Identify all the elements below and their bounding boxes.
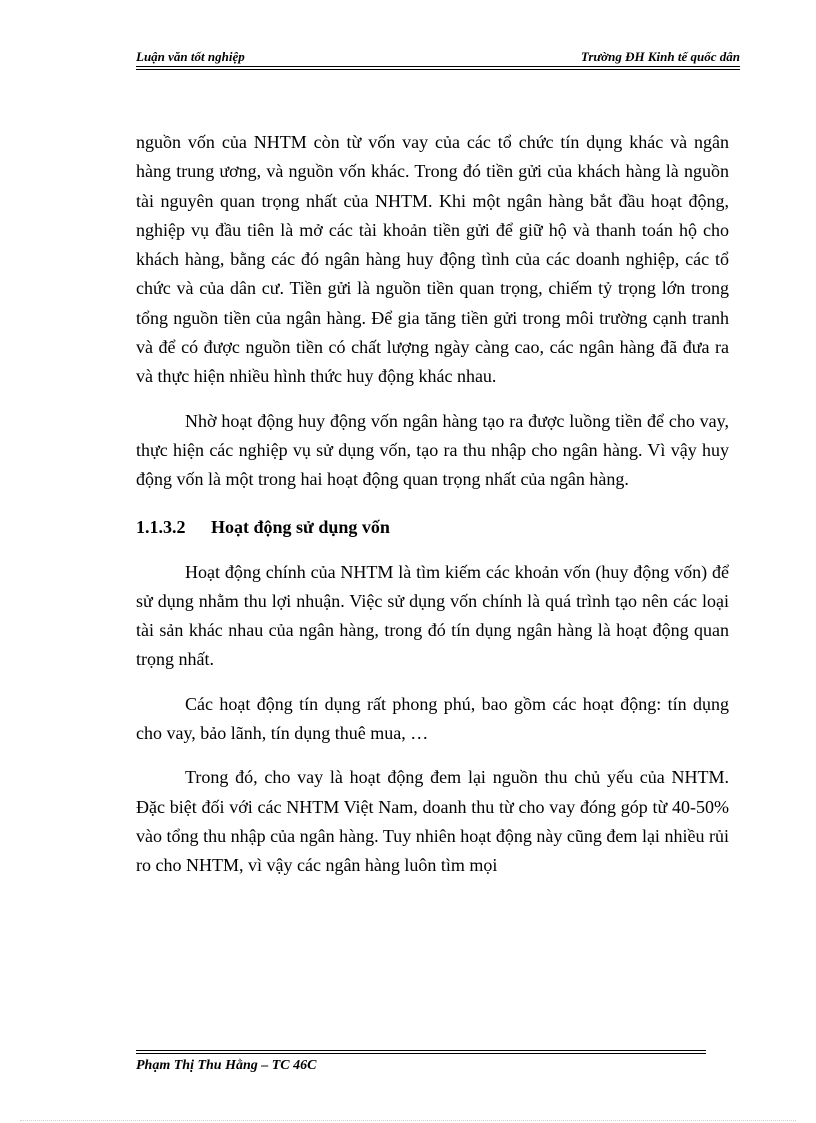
footer-divider (136, 1050, 706, 1054)
header-university-label: Trường ĐH Kinh tế quốc dân (580, 49, 740, 64)
page-bottom-dotted-line (20, 1120, 796, 1121)
header-thesis-label: Luận văn tốt nghiệp (136, 49, 245, 64)
paragraph-4: Các hoạt động tín dụng rất phong phú, bao gồm các hoạt động: tín dụng cho vay, bảo lãnh, tín dụng thuê mua, … (136, 693, 729, 744)
section-title: Hoạt động sử dụng vốn (211, 516, 390, 537)
section-number: 1.1.3.2 (136, 516, 186, 537)
page-header (136, 46, 740, 66)
paragraph-5: Trong đó, cho vay là hoạt động đem lại nguồn thu chủ yếu của NHTM. Đặc biệt đối với các NHTM Việt Nam, doanh thu từ cho vay đóng góp từ 40-50% vào tổng thu nhập của ngân hàng. Tuy nhiên hoạt động này cũng đem lại nhiều rủi ro cho NHTM, vì vậy các ngân hàng luôn tìm mọi (136, 767, 729, 876)
header-divider (136, 66, 740, 70)
paragraph-1: nguồn vốn của NHTM còn từ vốn vay của các tổ chức tín dụng khác và ngân hàng trung ương, và nguồn vốn khác. Trong đó tiền gửi của khách hàng là nguồn tài nguyên quan trọng nhất của NHTM. Khi một ngân hàng bắt đầu hoạt động, nghiệp vụ đầu tiên là mở các tài khoản tiền gửi để giữ hộ và thanh toán hộ cho khách hàng, bằng các đó ngân hàng huy động tình của các doanh nghiệp, các tổ chức và của dân cư. Tiền gửi là nguồn tiền quan trọng, chiếm tỷ trọng lớn trong tổng nguồn tiền của ngân hàng. Để gia tăng tiền gửi trong môi trường cạnh tranh và để có được nguồn tiền có chất lượng ngày càng cao, các ngân hàng đã đưa ra và thực hiện nhiều hình thức huy động khác nhau. (136, 132, 729, 387)
footer-author: Phạm Thị Thu Hằng – TC 46C (136, 1058, 317, 1073)
paragraph-2: Nhờ hoạt động huy động vốn ngân hàng tạo ra được luồng tiền để cho vay, thực hiện các nghiệp vụ sử dụng vốn, tạo ra thu nhập cho ngân hàng. Vì vậy huy động vốn là một trong hai hoạt động quan trọng nhất của ngân hàng. (136, 410, 729, 490)
paragraph-3: Hoạt động chính của NHTM là tìm kiếm các khoản vốn (huy động vốn) để sử dụng nhằm thu lợi nhuận. Việc sử dụng vốn chính là quá trình tạo nên các loại tài sản khác nhau của ngân hàng, trong đó tín dụng ngân hàng là hoạt động quan trọng nhất. (136, 561, 729, 670)
section-heading (136, 514, 729, 540)
page-body (136, 128, 729, 881)
